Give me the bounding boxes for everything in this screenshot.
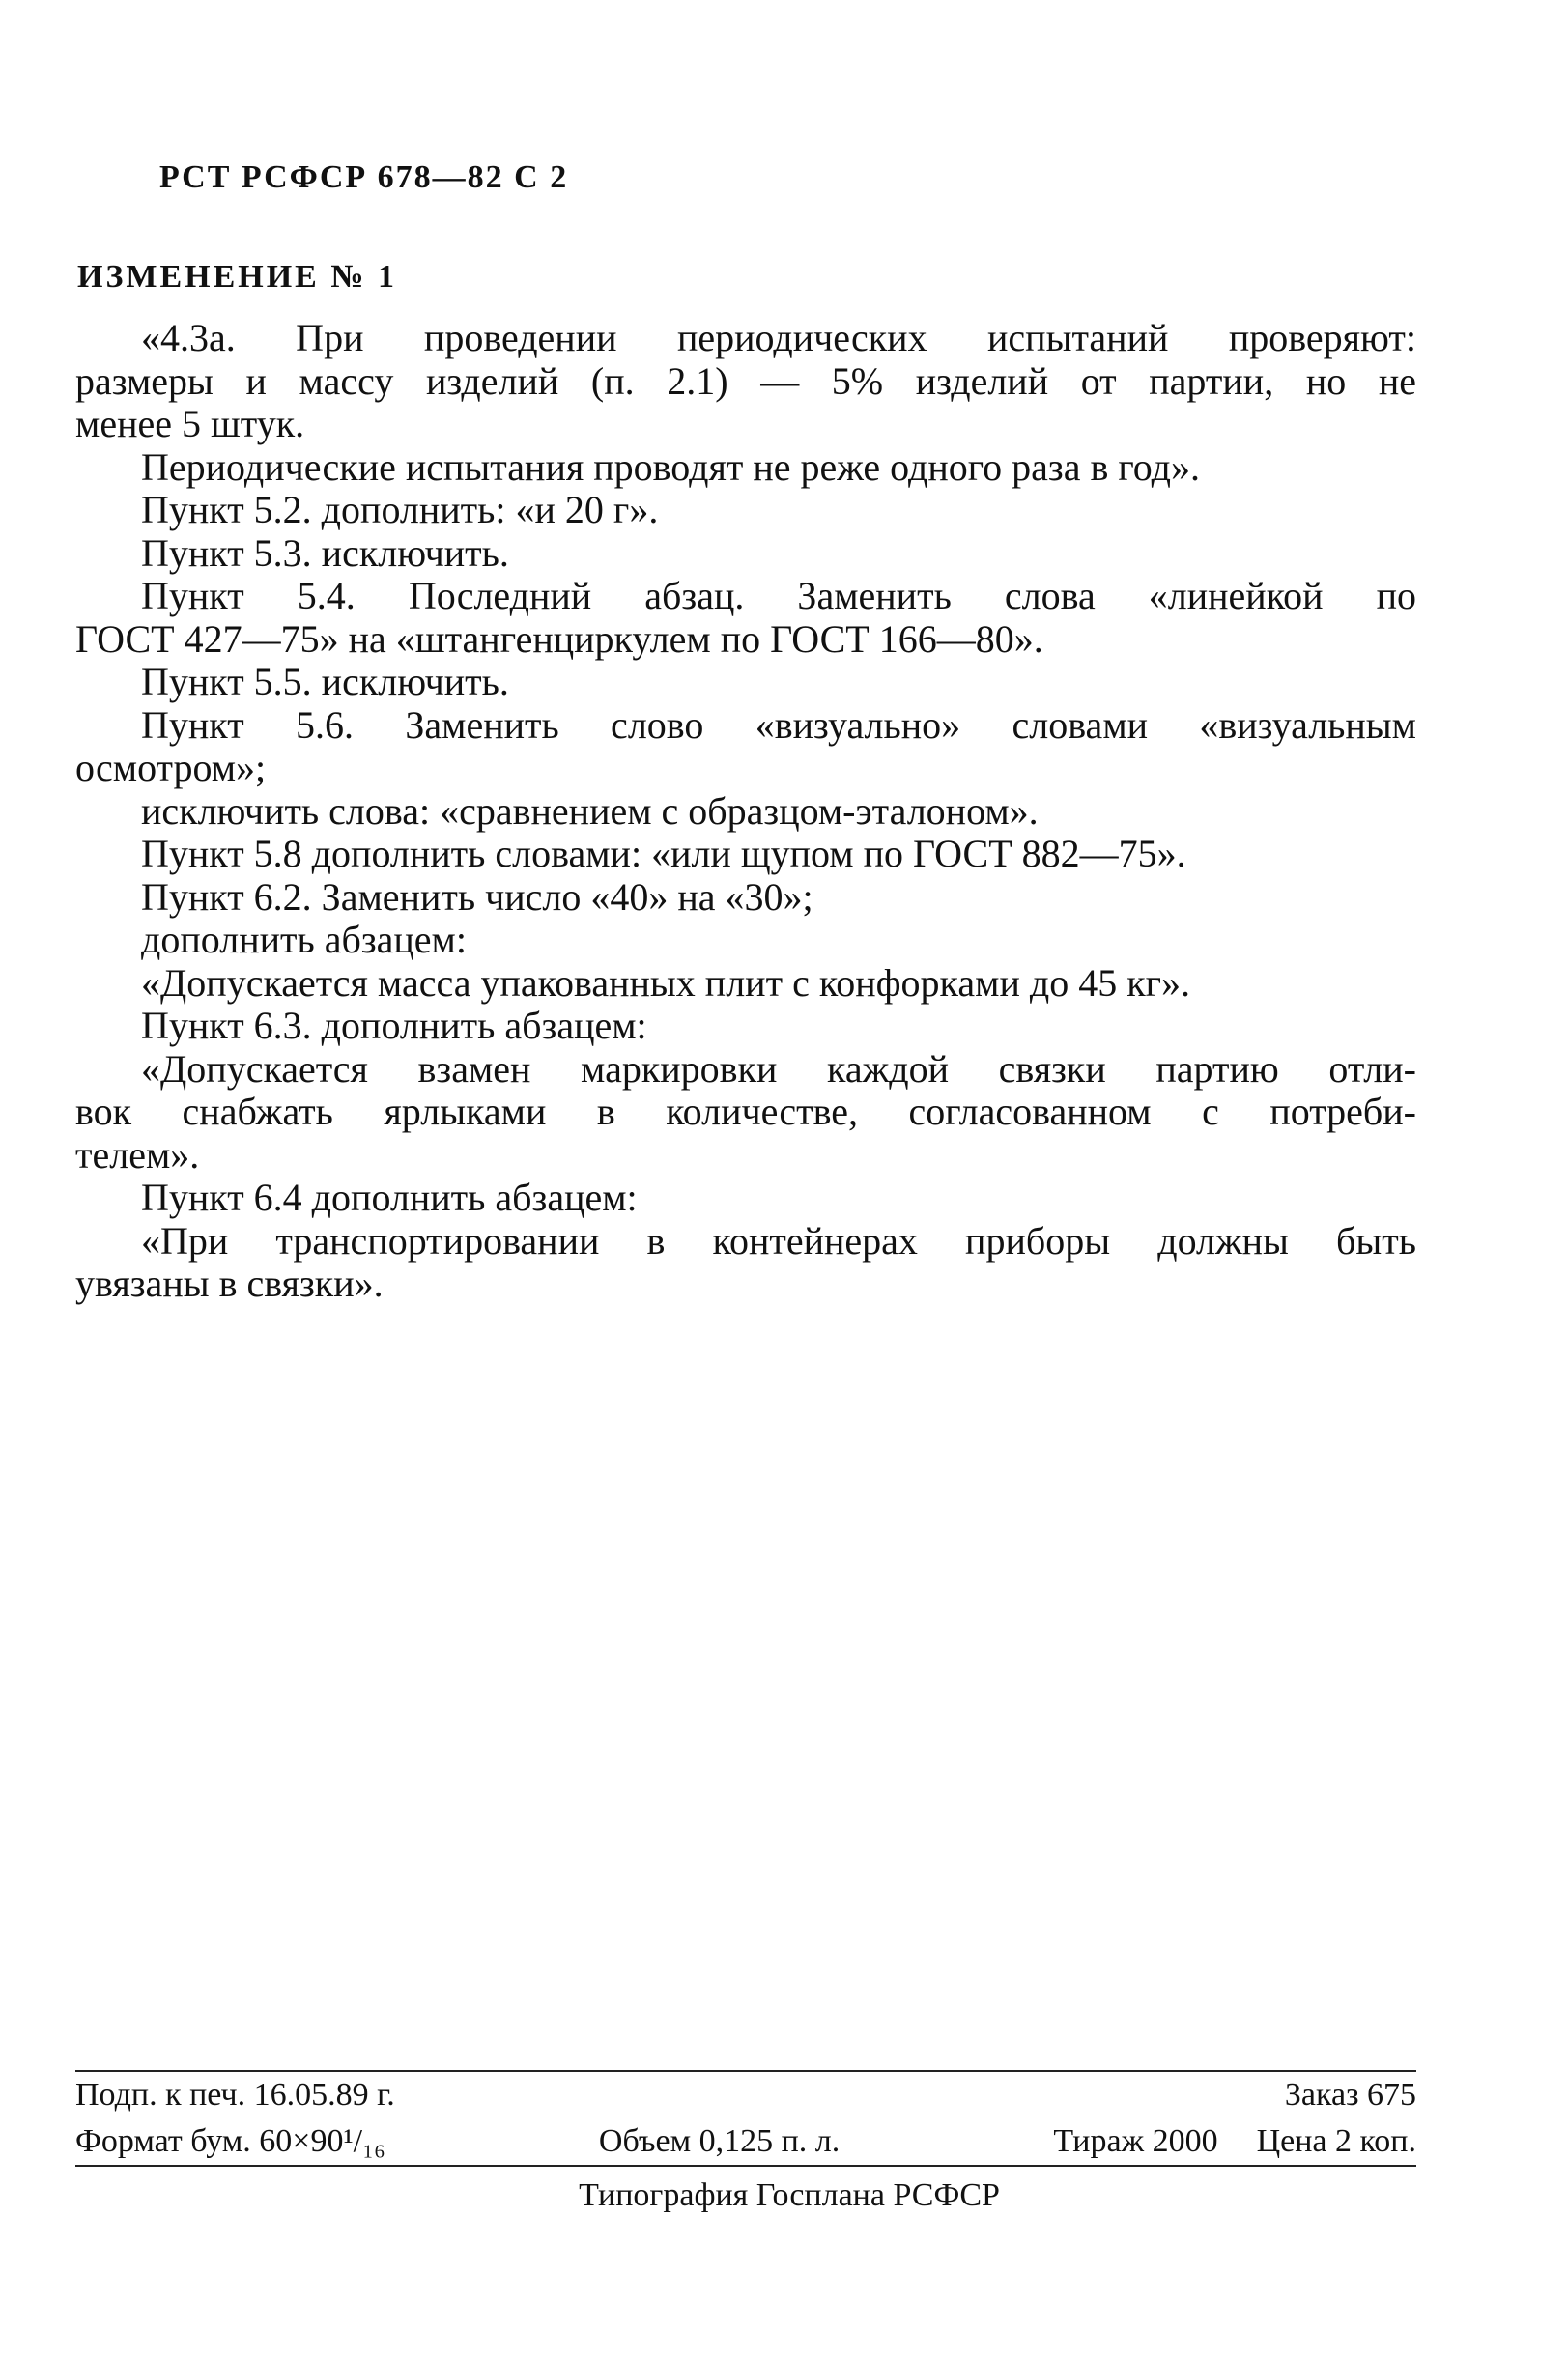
- body-line: размеры и массу изделий (п. 2.1) — 5% изделий от партии, но не: [75, 359, 1416, 403]
- standard-code: РСТ РСФСР 678—82 С 2: [159, 159, 569, 195]
- body-line: Пункт 6.3. дополнить абзацем:: [141, 1004, 647, 1047]
- body-line: Пункт 5.2. дополнить: «и 20 г».: [141, 488, 659, 531]
- body-line: вок снабжать ярлыками в количестве, согласованном с потреби-: [75, 1091, 1416, 1133]
- body-line: Пункт 5.3. исключить.: [141, 530, 509, 575]
- imprint-price: Цена 2 коп.: [1256, 2123, 1416, 2159]
- imprint-row-1: [75, 2072, 1416, 2118]
- body-line: Пункт 5.4. Последний абзац. Заменить слова «линейкой по: [141, 575, 1416, 617]
- body-line: дополнить абзацем:: [141, 918, 467, 961]
- imprint-order: Заказ 675: [1284, 2077, 1416, 2113]
- body-line: «4.3а. При проведении периодических испытаний проверяют:: [141, 317, 1416, 359]
- body-line: ГОСТ 427—75» на «штангенциркулем по ГОСТ 166—80».: [75, 616, 1043, 661]
- imprint-run-price: [1053, 2118, 1416, 2165]
- body-line: менее 5 штук.: [75, 402, 305, 445]
- amendment-body: [75, 317, 1416, 1306]
- body-line: «Допускается взамен маркировки каждой связки партию отли-: [141, 1047, 1416, 1091]
- body-line: Пункт 6.2. Заменить число «40» на «30»;: [141, 874, 813, 919]
- body-line: Периодические испытания проводят не реже одного раза в год».: [141, 444, 1200, 489]
- body-line: «Допускается масса упакованных плит с конфорками до 45 кг».: [141, 960, 1191, 1005]
- body-line: Пункт 5.8 дополнить словами: «или щупом по ГОСТ 882—75».: [141, 832, 1186, 875]
- imprint-printer: Типография Госплана РСФСР: [579, 2177, 1000, 2213]
- amendment-title: ИЗМЕНЕНИЕ № 1: [77, 259, 398, 295]
- imprint-format: Формат бум. 60×90¹/₁₆: [75, 2123, 385, 2159]
- body-line: Пункт 5.5. исключить.: [141, 660, 509, 703]
- body-line: увязаны в связки».: [75, 1262, 384, 1305]
- body-line: Пункт 5.6. Заменить слово «визуально» словами «визуальным: [141, 703, 1416, 747]
- imprint-block: [75, 2070, 1416, 2225]
- imprint-print-run: Тираж 2000: [1053, 2123, 1218, 2159]
- imprint-signed: Подп. к печ. 16.05.89 г.: [75, 2077, 395, 2113]
- body-line: осмотром»;: [75, 746, 267, 789]
- body-line: «При транспортировании в контейнерах приборы должны быть: [141, 1219, 1416, 1263]
- imprint-row-2: [75, 2118, 1416, 2165]
- imprint-volume: Объем 0,125 п. л.: [598, 2123, 841, 2159]
- body-line: Пункт 6.4 дополнить абзацем:: [141, 1176, 638, 1219]
- body-line: телем».: [75, 1132, 200, 1177]
- body-line: исключить слова: «сравнением с образцом-эталоном».: [141, 788, 1039, 833]
